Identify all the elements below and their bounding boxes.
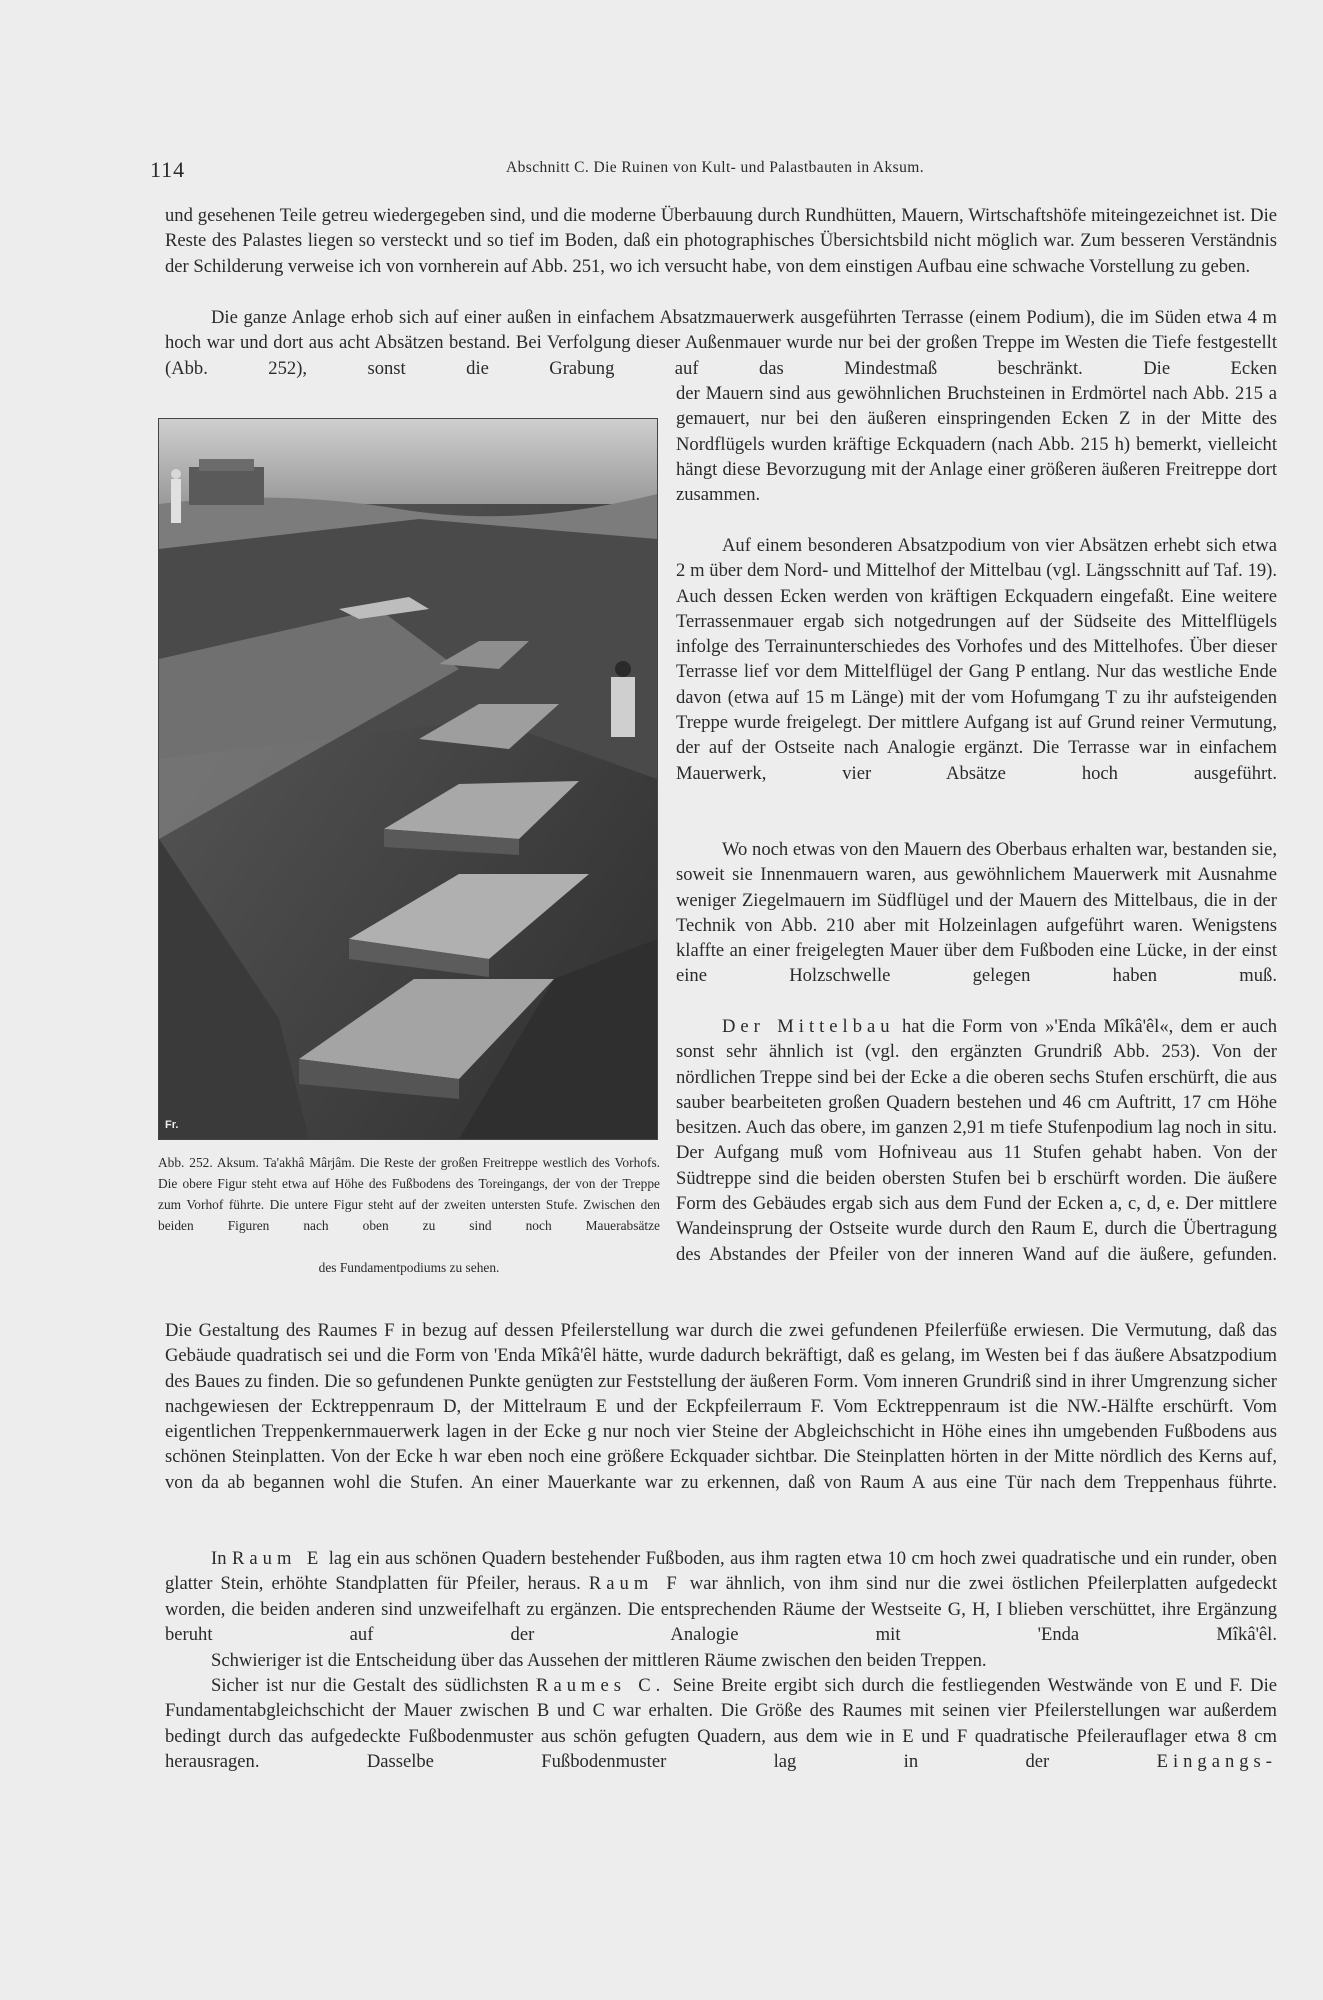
paragraph-1: und gesehenen Teile getreu wiedergegeben sind, und die moderne Überbauung durch Rundhütten, Mauern, Wirtschaftshöfe miteingezeichnet ist. Die Reste des Palastes liegen so versteckt und so tief im Boden, daß ein photographisches Übersichtsbild nicht möglich war. Zum besseren Verständnis der Schilderung verweise ich von vornherein auf Abb. 251, wo ich versucht habe, von dem einstigen Aufbau eine schwache Vorstellung zu geben. [165,205,1277,277]
running-head: Abschnitt C. Die Ruinen von Kult- und Palastbauten in Aksum. [506,159,924,176]
spaced-term-raumes-c: Raumes C. [536,1675,666,1696]
paragraph-5 [676,1014,1277,1267]
spaced-term-raum-e: Raum E [232,1548,324,1569]
staircase-photo-illustration [159,419,657,1139]
paragraph-6: Die Gestaltung des Raumes F in bezug auf dessen Pfeilerstellung war durch die zwei gefundenen Pfeilerfüße erwiesen. Die Vermutung, daß das Gebäude quadratisch sei und die Form von 'Enda Mîkâ'êl hätte, wurde dadurch bekräftigt, daß es gelang, im Westen bei f das äußere Absatzpodium des Baues zu finden. Die so gefundenen Punkte genügten zur Feststellung der äußeren Form. Vom inneren Grundriß sind in ihrer Umgrenzung sicher nachgewiesen der Ecktreppenraum D, der Mittelraum E und der Eckpfeilerraum F. Vom Ecktreppenraum ist die NW.-Hälfte erschürft. Vom eigentlichen Treppenkernmauerwerk lagen in der Ecke g nur noch vier Steine der Abgleichschicht in Höhe eines ihn umgebenden Fußbodens aus schönen Steinplatten. Von der Ecke h war eben noch eine größere Eckquader sichtbar. Die Steinplatten hörten in der Mitte nördlich des Kerns auf, von da ab begannen wohl die Stufen. An einer Mauerkante war zu erkennen, daß von Raum A aus eine Tür nach dem Treppenhaus führte. [165,1320,1277,1493]
paragraph-3: Auf einem besonderen Absatzpodium von vier Absätzen erhebt sich etwa 2 m über dem Nord- und Mittelhof der Mittelbau (vgl. Längsschnitt auf Taf. 19). Auch dessen Ecken werden von kräftigen Eckquadern eingefaßt. Eine weitere Terrassenmauer ergab sich notgedrungen auf der Südseite des Mittelflügels infolge des Terrainunterschiedes des Vorhofes und des Mittelhofes. Über dieser Terrasse lief vor dem Mittelflügel der Gang P entlang. Nur das westliche Ende davon (etwa auf 15 m Länge) mit der vom Hofumgang T zu ihr aufsteigenden Treppe wurde freigelegt. Der mittlere Aufgang ist auf Grund reiner Vermutung, der auf der Ostseite nach Analogie ergänzt. Die Terrasse war in einfachem Mauerwerk, vier Absätze hoch ausgeführt. [676,535,1277,784]
figure-caption-last-line: des Fundamentpodiums zu sehen. [318,1260,500,1275]
figure-photographer-mark: Fr. [165,1119,179,1131]
paragraph-9-text: Seine Breite ergibt sich durch die festliegenden Westwände von E und F. Die Fundamentabgleichschicht der Mauer zwischen B und C war erhalten. Die Größe des Raumes mit seinen vier Pfeilerstellungen war außerdem bedingt durch das aufgedeckte Fußbodenmuster aus schön gefugten Quadern, aus dem wie in E und F quadratische Pfeilerauflager etwa 8 cm herausragen. Dasselbe Fußbodenmuster lag in der [165,1675,1278,1772]
paragraph-9-lead: Sicher ist nur die Gestalt des südlichsten [211,1675,529,1696]
spaced-term-eingangs: Eingangs- [1156,1750,1277,1772]
spaced-term-mittelbau: Der Mittelbau [722,1016,895,1037]
paragraph-2: Die ganze Anlage erhob sich auf einer außen in einfachem Absatzmauerwerk ausgeführten Terrasse (einem Podium), die im Süden etwa 4 m hoch war und dort aus acht Absätzen bestand. Bei Verfolgung dieser Außenmauer wurde nur bei der großen Treppe im Westen die Tiefe festgestellt (Abb. 252), sonst die Grabung auf das Mindestmaß beschränkt. Die Ecken [165,307,1277,379]
paragraph-7-text-b: war ähnlich, von ihm sind nur die zwei östlichen Pfeilerplatten aufgedeckt worden, die beiden anderen sind unzweifelhaft zu ergänzen. Die entsprechenden Räume der Westseite G, H, I blieben verschüttet, ihre Ergänzung beruht auf der Analogie mit 'Enda Mîkâ'êl. [165,1573,1277,1645]
paragraph-7-lead: In [211,1548,227,1569]
page-number: 114 [150,157,186,182]
figure-photo-staircase [158,418,658,1140]
paragraph-7 [165,1546,1277,1647]
paragraph-4: Wo noch etwas von den Mauern des Oberbaus erhalten war, bestanden sie, soweit sie Innenmauern waren, aus gewöhnlichem Mauerwerk mit Ausnahme weniger Ziegelmauern im Südflügel und der Mauern des Mittelbaus, die in der Technik von Abb. 210 aber mit Holzeinlagen aufgeführt waren. Wenigstens klaffte an einer freigelegten Mauer über dem Fußboden eine Lücke, in der einst eine Holzschwelle gelegen haben muß. [676,839,1277,987]
spaced-term-raum-f: Raum F [588,1573,682,1595]
paragraph-7-text-a: lag ein aus schönen Quadern bestehender Fußboden, aus ihm ragten etwa 10 cm hoch zwei quadratische und ein runder, oben glatter Stein, erhöhte Standplatten für Pfeiler, heraus. [165,1548,1277,1595]
paragraph-9 [165,1673,1277,1774]
paragraph-2-continued: der Mauern sind aus gewöhnlichen Bruchsteinen in Erdmörtel nach Abb. 215 a gemauert, nur bei den äußeren einspringenden Ecken Z in der Mitte des Nordflügels wurden kräftige Eckquadern (nach Abb. 215 h) bemerkt, vielleicht hängt diese Bevorzugung mit der Anlage einer größeren äußeren Freitreppe dort zusammen. [676,383,1277,506]
paragraph-5-text: hat die Form von »'Enda Mîkâ'êl«, dem er auch sonst sehr ähnlich ist (vgl. den ergänzten Grundriß Abb. 253). Von der nördlichen Treppe sind bei der Ecke a die oberen sechs Stufen erschürft, die aus sauber bearbeiteten großen Quadern bestehen und 46 cm Auftritt, 17 cm Höhe besitzen. Auch das obere, im ganzen 2,91 m tiefe Stufenpodium lag noch in situ. Der Aufgang muß vom Hofniveau aus 11 Stufen gehabt haben. Von der Südtreppe sind die beiden obersten Stufen bei b erschürft worden. Die äußere Form des Gebäudes ergab sich aus dem Fund der Ecken a, c, d, e. Der mittlere Wandeinsprung der Ostseite wurde durch den Raum E, durch die Übertragung des Abstandes der Pfeiler von der inneren Wand auf die äußere, gefunden. [676,1016,1277,1265]
figure-caption: Abb. 252. Aksum. Ta'akhâ Mârjâm. Die Reste der großen Freitreppe westlich des Vorhofs. Die obere Figur steht etwa auf Höhe des Fußbodens des Toreingangs, der von der Treppe zum Vorhof führte. Die untere Figur steht auf der zweiten untersten Stufe. Zwischen den beiden Figuren nach oben zu sind noch Mauerabsätze [158,1155,660,1233]
paragraph-8: Schwieriger ist die Entscheidung über das Aussehen der mittleren Räume zwischen den beiden Treppen. [211,1650,987,1671]
page-header [150,157,1280,187]
